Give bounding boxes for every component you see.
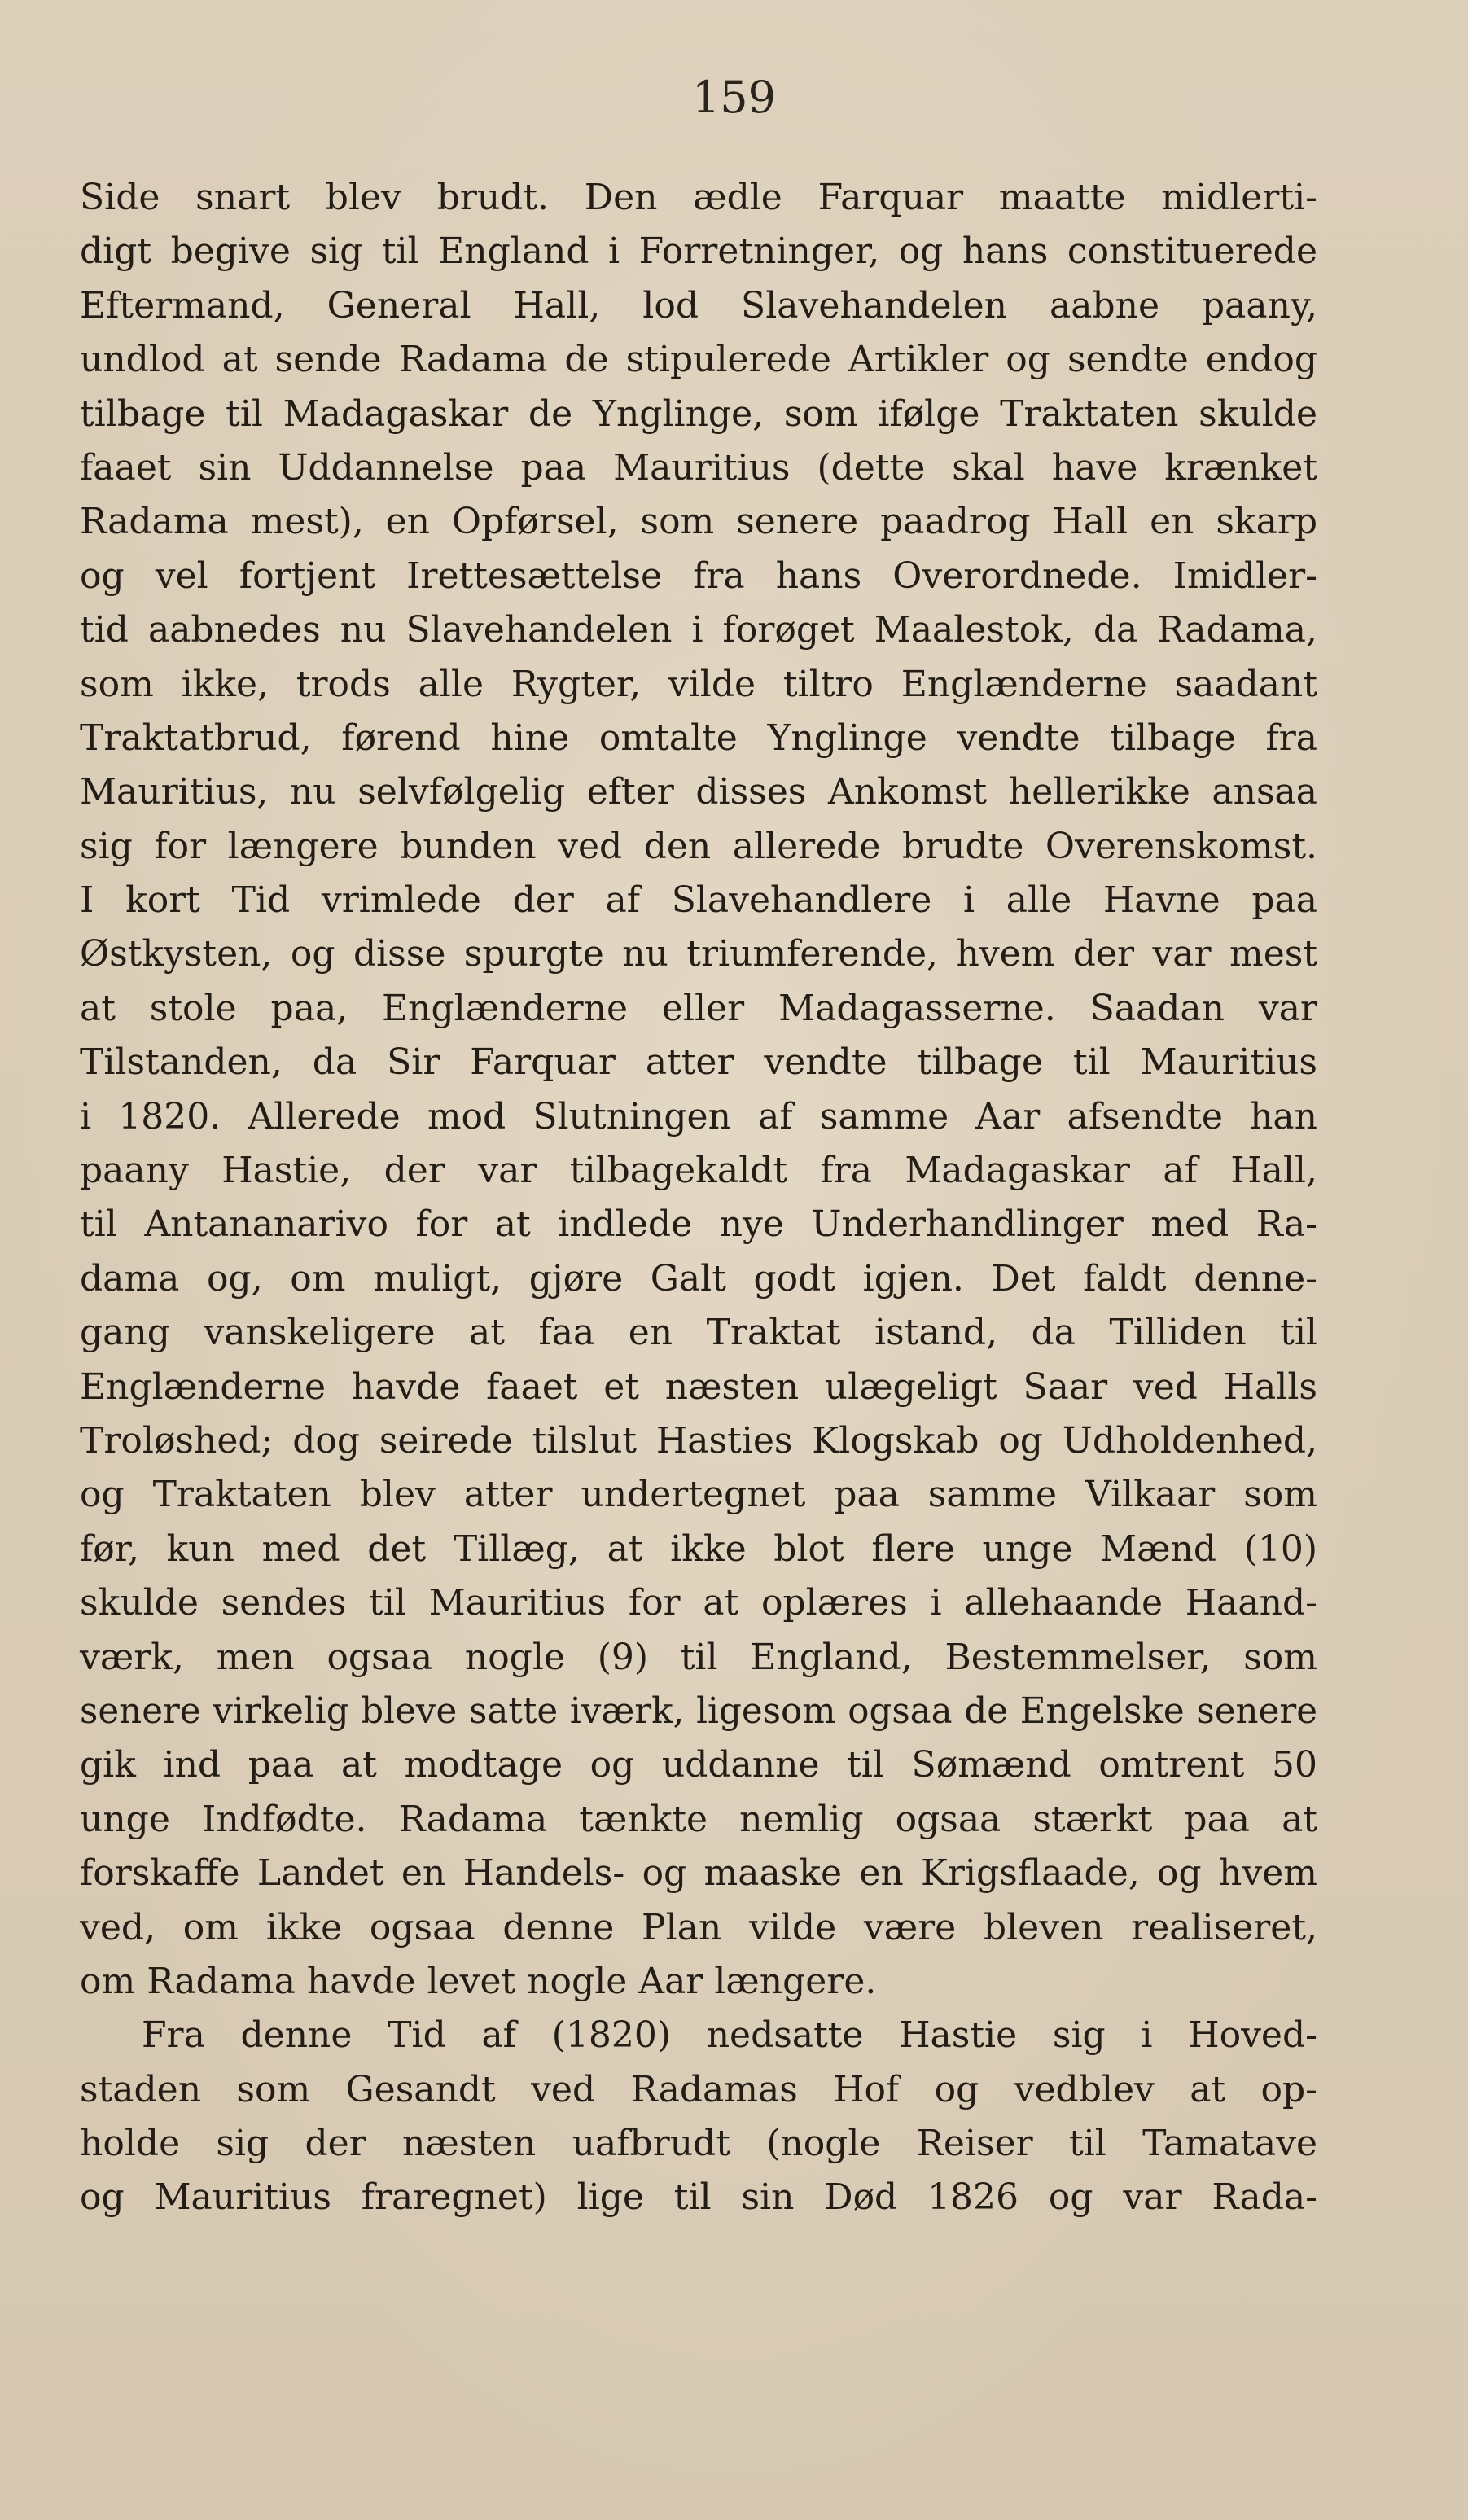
text-line: til Antananarivo for at indlede nye Underhandlinger med Ra- bbox=[80, 1203, 1317, 1246]
text-line: Fra denne Tid af (1820) nedsatte Hastie sig i Hoved- bbox=[142, 2014, 1317, 2057]
text-line: Side snart blev brudt. Den ædle Farquar maatte midlerti- bbox=[80, 177, 1317, 218]
text-line: gik ind paa at modtage og uddanne til Sømænd omtrent 50 bbox=[80, 1744, 1317, 1786]
text-line: skulde sendes til Mauritius for at oplæres i allehaande Haand- bbox=[80, 1582, 1317, 1624]
text-line: og Mauritius fraregnet) lige til sin Død 1826 og var Rada- bbox=[80, 2176, 1317, 2219]
text-line: og vel fortjent Irettesættelse fra hans Overordnede. Imidler- bbox=[80, 554, 1317, 597]
text-line: og Traktaten blev atter undertegnet paa samme Vilkaar som bbox=[80, 1474, 1317, 1516]
text-line: faaet sin Uddannelse paa Mauritius (dette skal have krænket bbox=[80, 446, 1317, 489]
text-line: Mauritius, nu selvfølgelig efter disses Ankomst hellerikke ansaa bbox=[80, 771, 1317, 813]
text-line: tilbage til Madagaskar de Ynglinge, som ifølge Traktaten skulde bbox=[80, 392, 1317, 435]
text-line: i 1820. Allerede mod Slutningen af samme Aar afsendte han bbox=[80, 1095, 1317, 1137]
text-line: tid aabnedes nu Slavehandelen i forøget Maalestok, da Radama, bbox=[80, 609, 1317, 651]
text-line: undlod at sende Radama de stipulerede Artikler og sendte endog bbox=[80, 339, 1317, 381]
text-line: gang vanskeligere at faa en Traktat istand, da Tilliden til bbox=[80, 1312, 1317, 1354]
text-line: Østkysten, og disse spurgte nu triumferende, hvem der var mest bbox=[80, 933, 1317, 975]
text-line: før, kun med det Tillæg, at ikke blot flere unge Mænd (10) bbox=[80, 1527, 1317, 1570]
text-line: Englænderne havde faaet et næsten ulægeligt Saar ved Halls bbox=[80, 1365, 1317, 1408]
text-line: Radama mest), en Opførsel, som senere paadrog Hall en skarp bbox=[80, 501, 1317, 543]
text-line: paany Hastie, der var tilbagekaldt fra Madagaskar af Hall, bbox=[80, 1150, 1317, 1192]
text-line: sig for længere bunden ved den allerede brudte Overenskomst. bbox=[80, 825, 1317, 867]
text-line: I kort Tid vrimlede der af Slavehandlere i alle Havne paa bbox=[80, 879, 1317, 922]
text-line: staden som Gesandt ved Radamas Hof og vedblev at op- bbox=[80, 2068, 1317, 2110]
text-line: senere virkelig bleve satte iværk, ligesom ogsaa de Engelske senere bbox=[80, 1690, 1317, 1732]
body-text bbox=[80, 171, 1317, 2225]
text-line: at stole paa, Englænderne eller Madagasserne. Saadan var bbox=[80, 987, 1317, 1029]
text-line: Eftermand, General Hall, lod Slavehandelen aabne paany, bbox=[80, 284, 1317, 327]
text-line: Troløshed; dog seirede tilslut Hasties Klogskab og Udholdenhed, bbox=[80, 1419, 1317, 1462]
text-line: holde sig der næsten uafbrudt (nogle Reiser til Tamatave bbox=[80, 2123, 1317, 2165]
text-line: som ikke, trods alle Rygter, vilde tiltro Englænderne saadant bbox=[80, 663, 1317, 705]
text-line: digt begive sig til England i Forretninger, og hans constituerede bbox=[80, 230, 1317, 273]
text-line: Traktatbrud, førend hine omtalte Ynglinge vendte tilbage fra bbox=[80, 717, 1317, 759]
text-line: unge Indfødte. Radama tænkte nemlig ogsaa stærkt paa at bbox=[80, 1798, 1317, 1840]
text-line: forskaffe Landet en Handels- og maaske en Krigsflaade, og hvem bbox=[80, 1852, 1317, 1895]
text-line: om Radama havde levet nogle Aar længere. bbox=[80, 1960, 877, 2002]
text-line: dama og, om muligt, gjøre Galt godt igjen. Det faldt denne- bbox=[80, 1257, 1317, 1299]
text-line: værk, men ogsaa nogle (9) til England, Bestemmelser, som bbox=[80, 1636, 1317, 1678]
text-line: Tilstanden, da Sir Farquar atter vendte tilbage til Mauritius bbox=[80, 1041, 1317, 1084]
page-number: 159 bbox=[691, 72, 777, 123]
text-line: ved, om ikke ogsaa denne Plan vilde være bleven realiseret, bbox=[80, 1906, 1317, 1948]
